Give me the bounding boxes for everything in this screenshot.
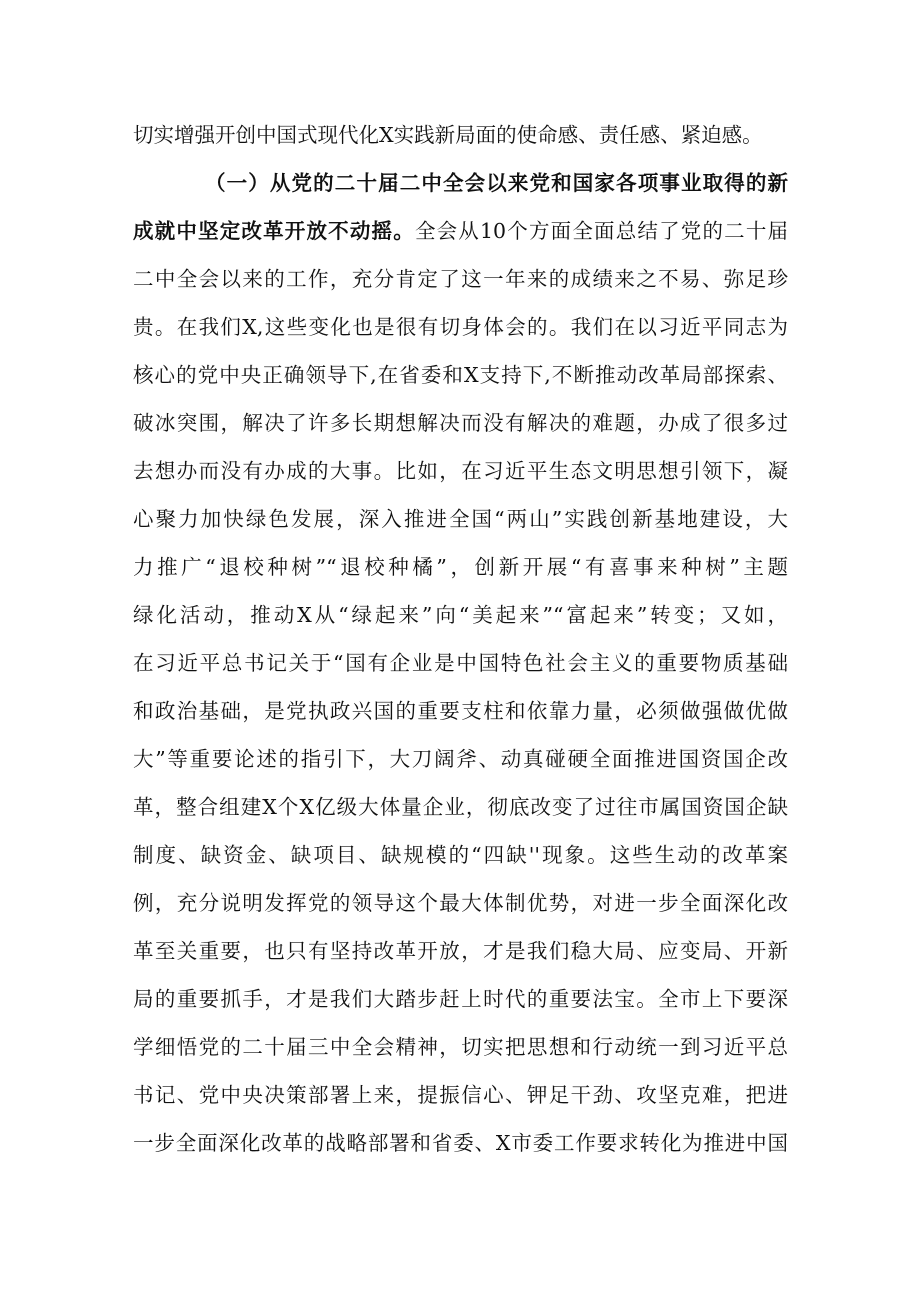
line-text: 去想办而没有办成的大事。比如，在习近平生态文明思想引领下，凝 <box>133 459 788 483</box>
line-text: 局的重要抓手，才是我们大踏步赶上时代的重要法宝。全市上下要深 <box>133 987 788 1011</box>
line-text: 革，整合组建X个X亿级大体量企业，彻底改变了过往市属国资国企缺 <box>133 795 788 819</box>
text-line <box>133 639 788 687</box>
line-text: 在习近平总书记关于“国有企业是中国特色社会主义的重要物质基础 <box>133 651 788 675</box>
line-text: 破冰突围，解决了许多长期想解决而没有解决的难题，办成了很多过 <box>133 411 788 435</box>
text-line <box>133 495 788 543</box>
text-line <box>133 111 788 159</box>
text-line <box>133 351 788 399</box>
body-text <box>133 111 788 1167</box>
text-line <box>133 927 788 975</box>
text-line <box>133 831 788 879</box>
line-text: 制度、缺资金、缺项目、缺规模的“四缺''现象。这些生动的改革案 <box>133 843 788 867</box>
line-text: 绿化活动，推动X从“绿起来”向“美起来”“富起来”转变；又如， <box>133 603 788 627</box>
text-line <box>133 591 788 639</box>
section-heading-continued: 成就中坚定改革开放不动摇。 <box>133 219 415 243</box>
text-line <box>133 255 788 303</box>
text-line <box>133 1119 788 1167</box>
line-text: 例，充分说明发挥党的领导这个最大体制优势，对进一步全面深化改 <box>133 891 788 915</box>
text-line <box>133 303 788 351</box>
line-text: 和政治基础，是党执政兴国的重要支柱和依靠力量，必须做强做优做 <box>133 699 788 723</box>
text-line <box>133 735 788 783</box>
text-line <box>133 447 788 495</box>
line-text: 大”等重要论述的指引下，大刀阔斧、动真碰硬全面推进国资国企改 <box>133 747 788 771</box>
text-line <box>133 1023 788 1071</box>
text-line <box>133 399 788 447</box>
line-text: 一步全面深化改革的战略部署和省委、X市委工作要求转化为推进中国 <box>133 1131 788 1155</box>
text-line <box>133 687 788 735</box>
text-line <box>133 1071 788 1119</box>
line-text: 全会从10个方面全面总结了党的二十届 <box>414 219 789 243</box>
line-text: 心聚力加快绿色发展，深入推进全国“两山”实践创新基地建设，大 <box>133 507 788 531</box>
text-line <box>133 879 788 927</box>
text-line <box>133 975 788 1023</box>
line-text: 学细悟党的二十届三中全会精神，切实把思想和行动统一到习近平总 <box>133 1035 788 1059</box>
line-text: 贵。在我们X,这些变化也是很有切身体会的。我们在以习近平同志为 <box>133 315 788 339</box>
text-line <box>133 159 788 207</box>
text-line <box>133 207 788 255</box>
line-text: 革至关重要，也只有坚持改革开放，才是我们稳大局、应变局、开新 <box>133 939 788 963</box>
line-text: 核心的党中央正确领导下,在省委和X支持下,不断推动改革局部探索、 <box>133 363 788 387</box>
line-text: 力推广“退校种树”“退校种橘”，创新开展“有喜事来种树”主题 <box>133 555 788 579</box>
line-text: 切实增强开创中国式现代化X实践新局面的使命感、责任感、紧迫感。 <box>133 123 763 147</box>
line-text: 二中全会以来的工作，充分肯定了这一年来的成绩来之不易、弥足珍 <box>133 267 788 291</box>
line-text: 书记、党中央决策部署上来，提振信心、钾足干劲、攻坚克难，把进 <box>133 1083 788 1107</box>
text-line <box>133 543 788 591</box>
section-heading: （一）从党的二十届二中全会以来党和国家各项事业取得的新 <box>205 171 788 195</box>
text-line <box>133 783 788 831</box>
